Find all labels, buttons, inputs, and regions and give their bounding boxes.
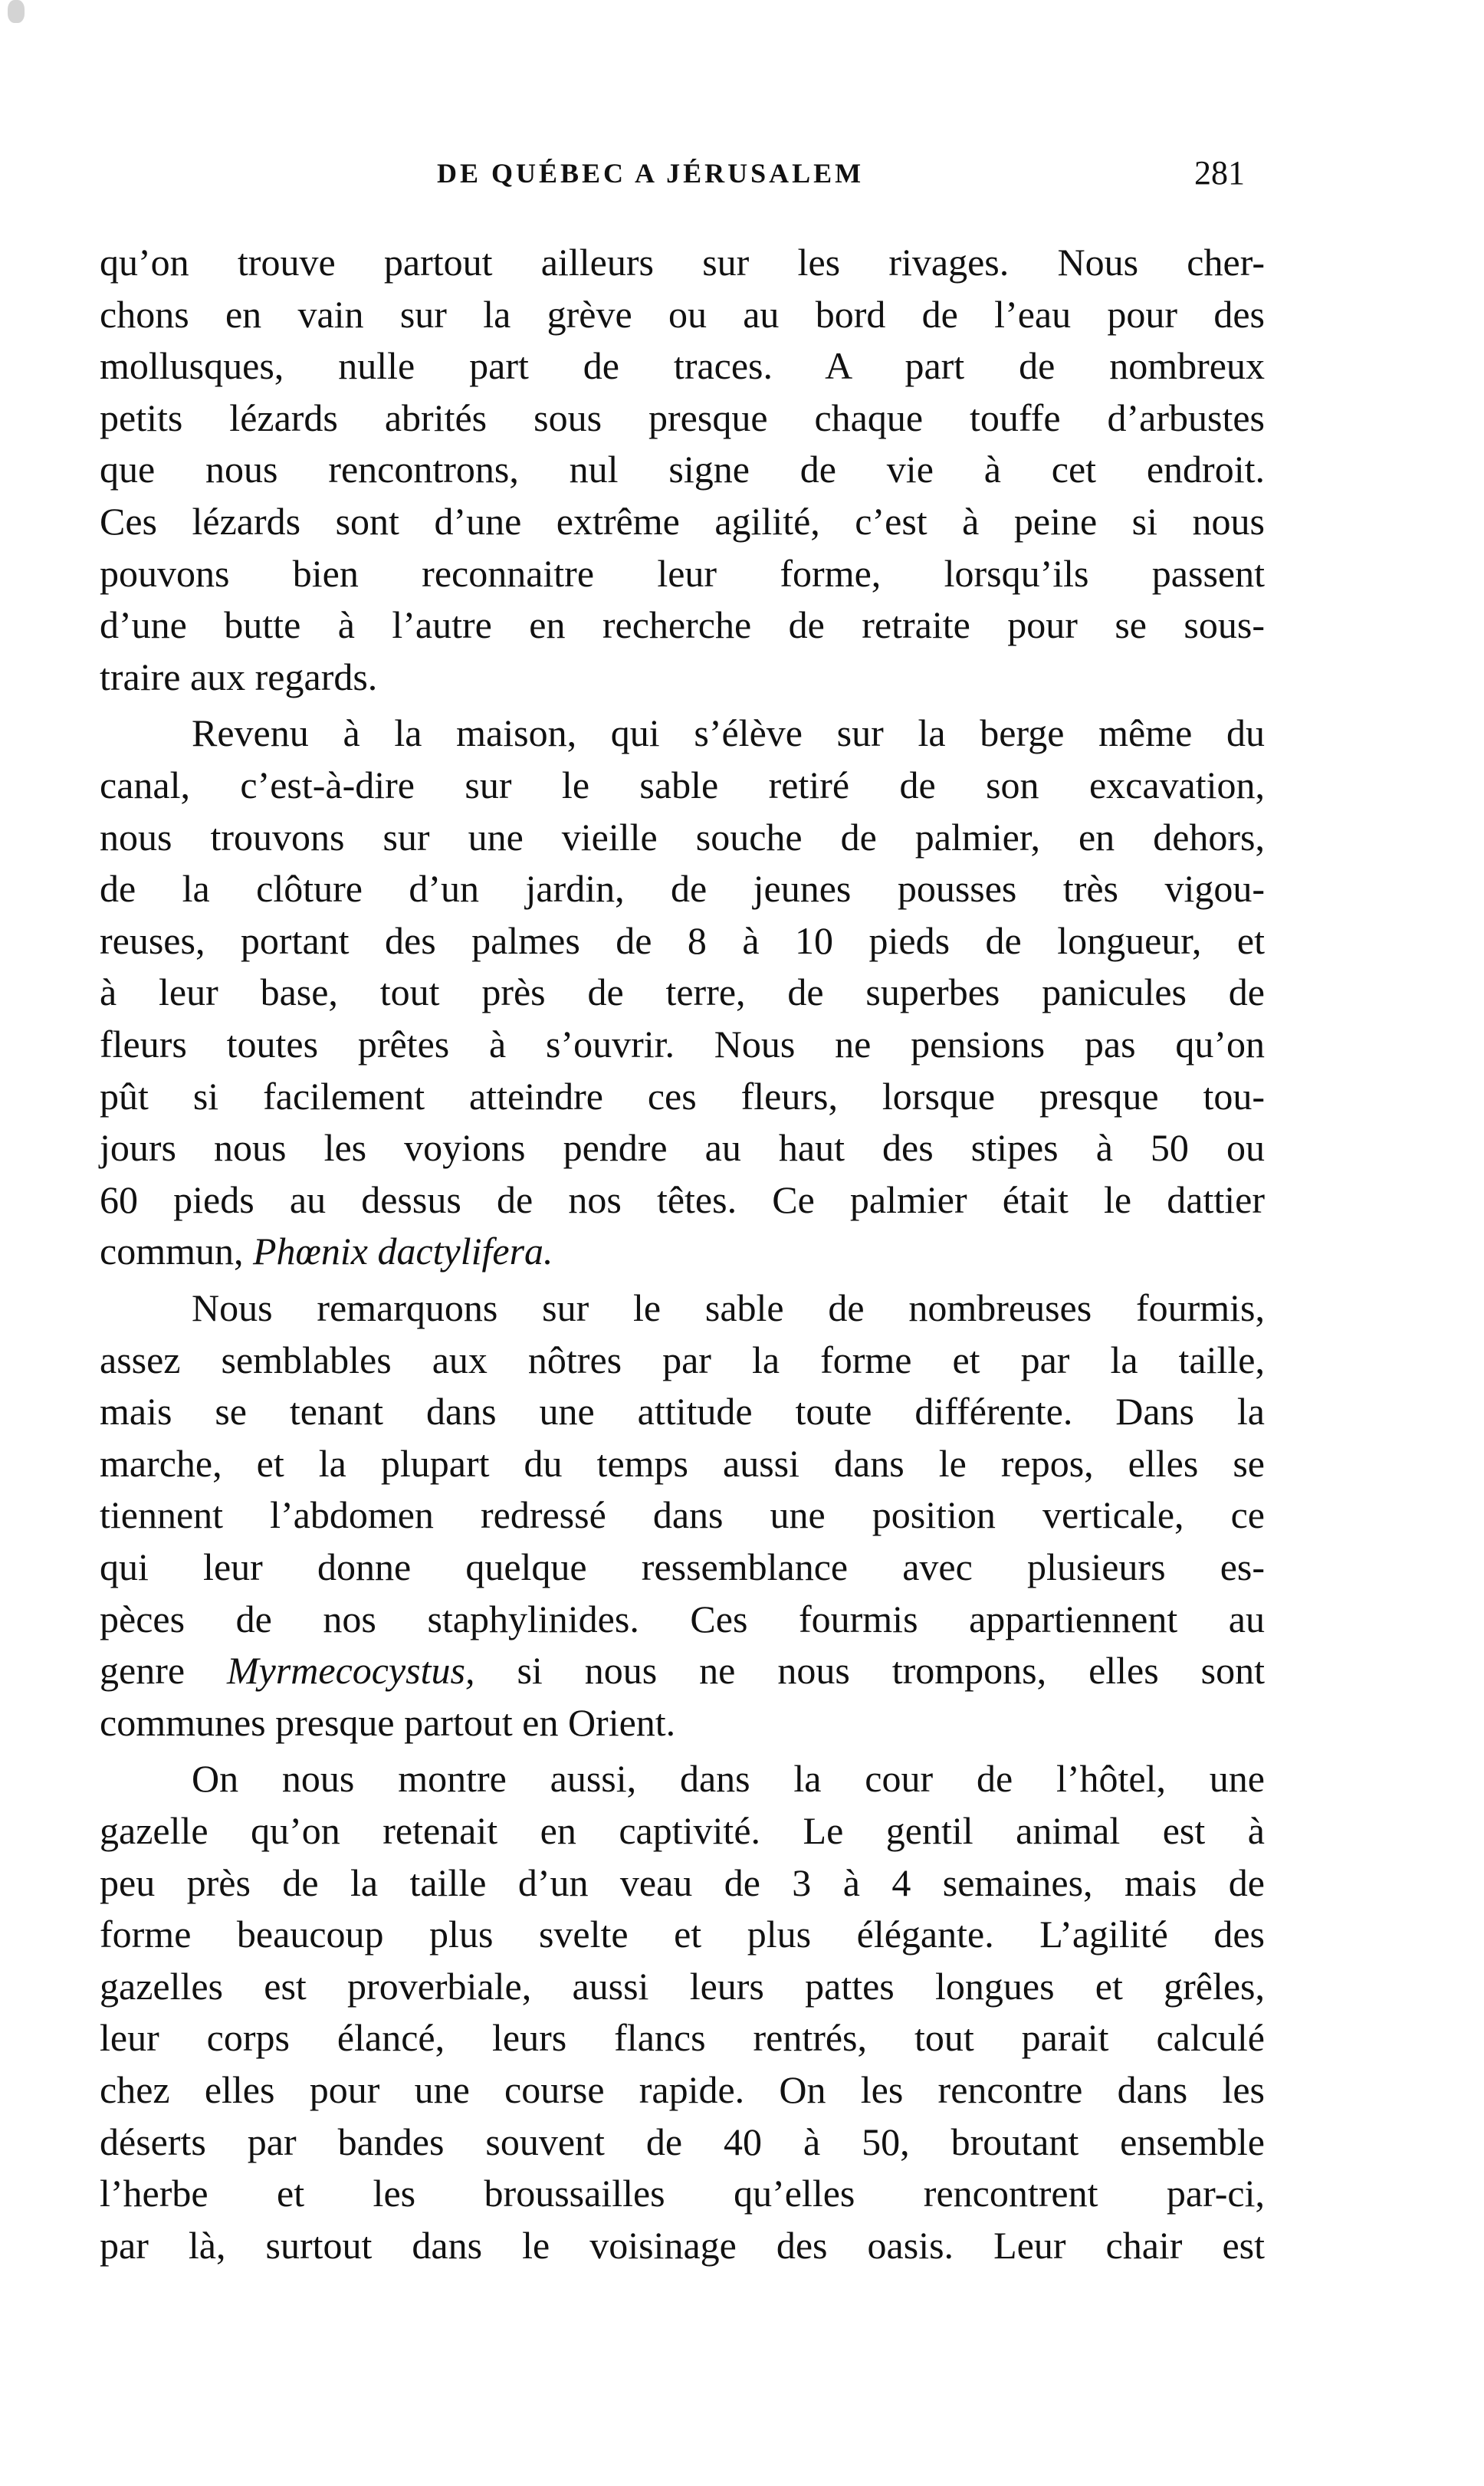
line-text: qui leur donne quelque ressemblance avec plusieurs es- [100, 1545, 1265, 1588]
text-line [100, 1596, 1265, 1642]
text-line [100, 239, 1265, 285]
text-line [100, 550, 1265, 596]
line-text: 60 pieds au dessus de nos têtes. Ce palmier était le dattier [100, 1178, 1265, 1221]
line-text: l’herbe et les broussailles qu’elles rencontrent par-ci, [100, 2172, 1265, 2215]
text-line [192, 710, 1265, 756]
text-line [100, 2067, 1265, 2113]
text-line [100, 1911, 1265, 1957]
text-line [100, 1388, 1265, 1434]
text-line [100, 2119, 1265, 2165]
line-text: mollusques, nulle part de traces. A part de nombreux [100, 344, 1265, 387]
line-text: reuses, portant des palmes de 8 à 10 pieds de longueur, et [100, 919, 1265, 962]
text-line [100, 343, 1265, 389]
line-text: Nous remarquons sur le sable de nombreuses fourmis, [192, 1286, 1265, 1329]
line-text: genre [100, 1649, 227, 1692]
text-line [100, 865, 1265, 911]
text-line [100, 1073, 1265, 1119]
text-line [100, 602, 1265, 648]
text-line [100, 1808, 1265, 1854]
text-line [100, 969, 1265, 1015]
line-text: commun, [100, 1230, 253, 1273]
text-line [100, 291, 1265, 337]
line-text: pouvons bien reconnaitre leur forme, lorsqu’ils passent [100, 552, 1265, 595]
text-line [192, 1285, 1265, 1331]
text-line [100, 654, 1265, 700]
text-line [100, 1647, 1265, 1693]
text-line [100, 1440, 1265, 1486]
line-text: canal, c’est-à-dire sur le sable retiré de son excavation, [100, 764, 1265, 806]
line-text: marche, et la plupart du temps aussi dans le repos, elles se [100, 1442, 1265, 1485]
text-line [100, 814, 1265, 860]
italic-term: Myrmecocystus, [227, 1649, 475, 1692]
line-text: gazelle qu’on retenait en captivité. Le gentil animal est à [100, 1809, 1265, 1852]
text-line [192, 1755, 1265, 1801]
line-text: tiennent l’abdomen redressé dans une position verticale, ce [100, 1493, 1265, 1536]
line-text: à leur base, tout près de terre, de superbes panicules de [100, 970, 1265, 1013]
line-text: fleurs toutes prêtes à s’ouvrir. Nous ne pensions pas qu’on [100, 1023, 1265, 1066]
line-text: peu près de la taille d’un veau de 3 à 4 semaines, mais de [100, 1861, 1265, 1904]
line-text: Revenu à la maison, qui s’élève sur la berge même du [192, 711, 1265, 754]
running-title: DE QUÉBEC A JÉRUSALEM [437, 158, 865, 189]
text-line [100, 1860, 1265, 1906]
text-line [100, 1492, 1265, 1538]
text-line [100, 1228, 1265, 1274]
line-text: par là, surtout dans le voisinage des oasis. Leur chair est [100, 2224, 1265, 2267]
page-number: 281 [1194, 154, 1245, 192]
text-line [100, 762, 1265, 808]
line-text: gazelles est proverbiale, aussi leurs pattes longues et grêles, [100, 1965, 1265, 2008]
text-line [100, 1177, 1265, 1223]
line-text: Ces lézards sont d’une extrême agilité, c’est à peine si nous [100, 500, 1265, 543]
line-text: forme beaucoup plus svelte et plus élégante. L’agilité des [100, 1913, 1265, 1956]
text-line [100, 2222, 1265, 2268]
line-text: jours nous les voyions pendre au haut des stipes à 50 ou [100, 1126, 1265, 1169]
line-text: mais se tenant dans une attitude toute différente. Dans la [100, 1390, 1265, 1433]
line-text: leur corps élancé, leurs flancs rentrés, tout parait calculé [100, 2016, 1265, 2059]
scan-speck [8, 0, 25, 23]
line-text: On nous montre aussi, dans la cour de l’hôtel, une [192, 1757, 1265, 1800]
text-line [100, 395, 1265, 441]
text-line [100, 1125, 1265, 1171]
line-text: pût si facilement atteindre ces fleurs, lorsque presque tou- [100, 1075, 1265, 1118]
line-text: communes presque partout en Orient. [100, 1701, 676, 1744]
text-line [100, 2170, 1265, 2216]
line-text: assez semblables aux nôtres par la forme et par la taille, [100, 1338, 1265, 1381]
line-text: nous trouvons sur une vieille souche de palmier, en dehors, [100, 816, 1265, 859]
text-line [100, 918, 1265, 964]
line-text: chons en vain sur la grève ou au bord de l’eau pour des [100, 293, 1265, 336]
text-line [100, 446, 1265, 492]
text-line [100, 1021, 1265, 1067]
text-line [100, 2015, 1265, 2061]
text-line [100, 1544, 1265, 1590]
line-text: traire aux regards. [100, 655, 378, 698]
line-text: pèces de nos staphylinides. Ces fourmis appartiennent au [100, 1598, 1265, 1640]
line-text: qu’on trouve partout ailleurs sur les rivages. Nous cher- [100, 241, 1265, 284]
line-text: déserts par bandes souvent de 40 à 50, broutant ensemble [100, 2120, 1265, 2163]
line-text: si nous ne nous trompons, elles sont [474, 1649, 1265, 1692]
italic-term: Phœnix dactylifera. [252, 1230, 553, 1273]
text-line [100, 498, 1265, 544]
line-text: de la clôture d’un jardin, de jeunes pousses très vigou- [100, 867, 1265, 910]
line-text: que nous rencontrons, nul signe de vie à cet endroit. [100, 448, 1265, 491]
line-text: petits lézards abrités sous presque chaque touffe d’arbustes [100, 396, 1265, 439]
line-text: d’une butte à l’autre en recherche de retraite pour se sous- [100, 603, 1265, 646]
text-line [100, 1963, 1265, 2009]
text-line [100, 1699, 1265, 1745]
text-line [100, 1337, 1265, 1383]
line-text: chez elles pour une course rapide. On les rencontre dans les [100, 2068, 1265, 2111]
